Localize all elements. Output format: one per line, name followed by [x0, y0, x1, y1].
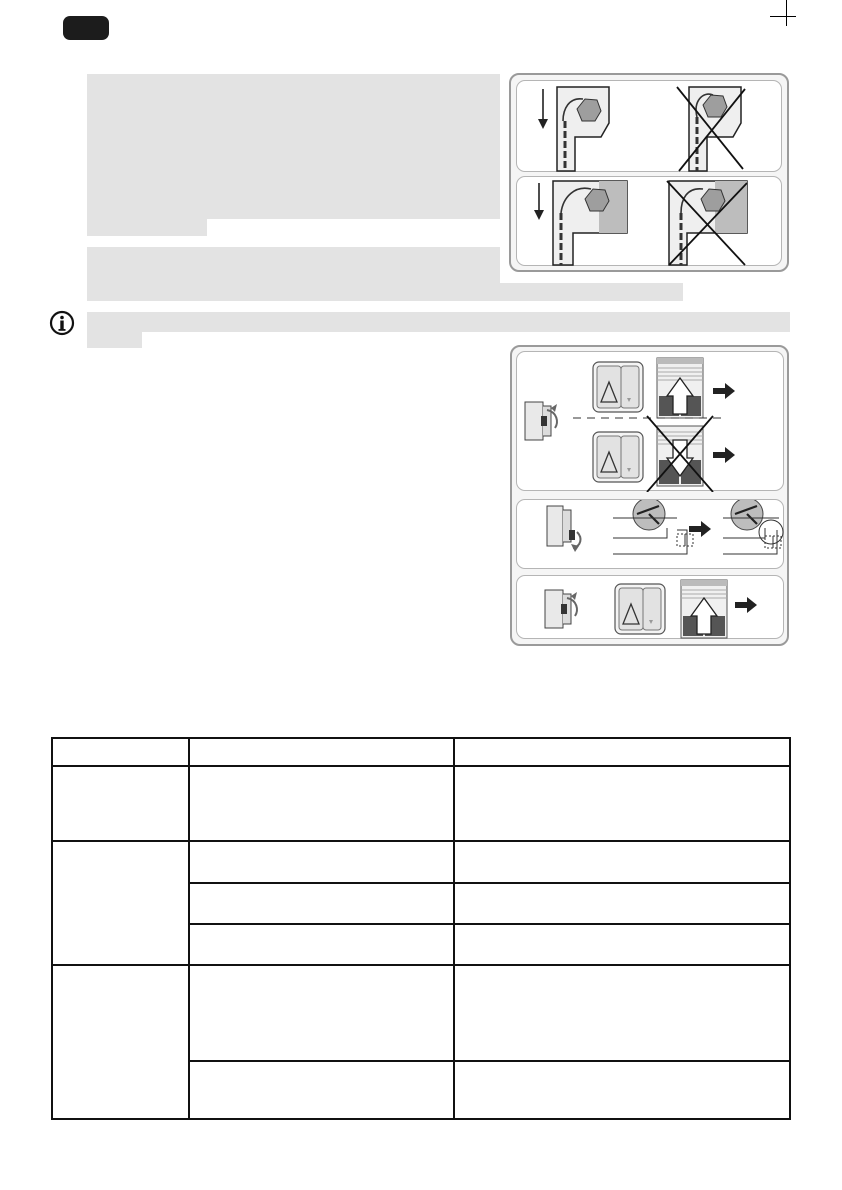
arrow-right-icon — [735, 597, 757, 613]
table-header — [454, 738, 790, 766]
troubleshooting-table — [51, 737, 791, 1120]
note-text-tail — [87, 332, 142, 348]
note-text-block — [87, 312, 790, 332]
arrow-down-icon — [538, 89, 548, 129]
arrow-down-icon — [534, 183, 544, 220]
table-cell — [189, 1061, 454, 1119]
figure-panel-1 — [516, 80, 782, 172]
shutter-down-crossed-icon — [647, 416, 713, 492]
table-cell — [454, 965, 790, 1061]
text-block-1-tail — [87, 219, 207, 236]
roller-box-correct — [557, 87, 609, 171]
text-block-2-tail — [87, 283, 683, 301]
wiring-after-icon — [723, 500, 783, 554]
crop-mark — [770, 0, 796, 26]
table-cell — [454, 883, 790, 924]
roller-box-wrong — [677, 87, 745, 171]
table-cell — [454, 1061, 790, 1119]
text-block-2 — [87, 247, 500, 283]
figure-winding-direction — [509, 73, 789, 272]
arrow-right-icon — [689, 521, 711, 537]
figure-panel-verify — [516, 575, 784, 639]
table-header — [189, 738, 454, 766]
circuit-breaker-on-icon — [525, 402, 557, 440]
table-cell — [52, 766, 189, 841]
figure-panel-2 — [516, 176, 782, 266]
arrow-right-icon — [713, 447, 735, 463]
circuit-breaker-on-icon — [545, 590, 577, 628]
figure-direction-test — [510, 345, 789, 646]
arrow-right-icon — [713, 383, 735, 399]
table-cell — [454, 841, 790, 883]
language-badge — [63, 16, 109, 40]
table-row — [52, 965, 790, 1061]
table-cell — [189, 766, 454, 841]
figure-panel-swap-wires — [516, 499, 784, 569]
rocker-switch-icon — [593, 432, 643, 482]
table-row — [52, 841, 790, 883]
table-header-row — [52, 738, 790, 766]
figure-panel-direction — [516, 351, 784, 491]
shutter-up-icon — [657, 358, 703, 418]
rocker-switch-icon — [593, 362, 643, 412]
roller-box-wrong — [667, 181, 747, 265]
text-block-1 — [87, 74, 500, 219]
roller-box-correct — [553, 181, 627, 265]
table-cell — [52, 841, 189, 965]
table-cell — [189, 965, 454, 1061]
table-cell — [52, 965, 189, 1119]
table-header — [52, 738, 189, 766]
wiring-before-icon — [613, 500, 693, 554]
circuit-breaker-off-icon — [547, 506, 580, 552]
table-cell — [189, 924, 454, 965]
table-cell — [189, 841, 454, 883]
table-row — [52, 766, 790, 841]
shutter-up-icon — [681, 580, 727, 638]
table-cell — [189, 883, 454, 924]
table-cell — [454, 924, 790, 965]
info-circle-icon — [49, 310, 75, 336]
table-cell — [454, 766, 790, 841]
rocker-switch-icon — [615, 584, 665, 634]
